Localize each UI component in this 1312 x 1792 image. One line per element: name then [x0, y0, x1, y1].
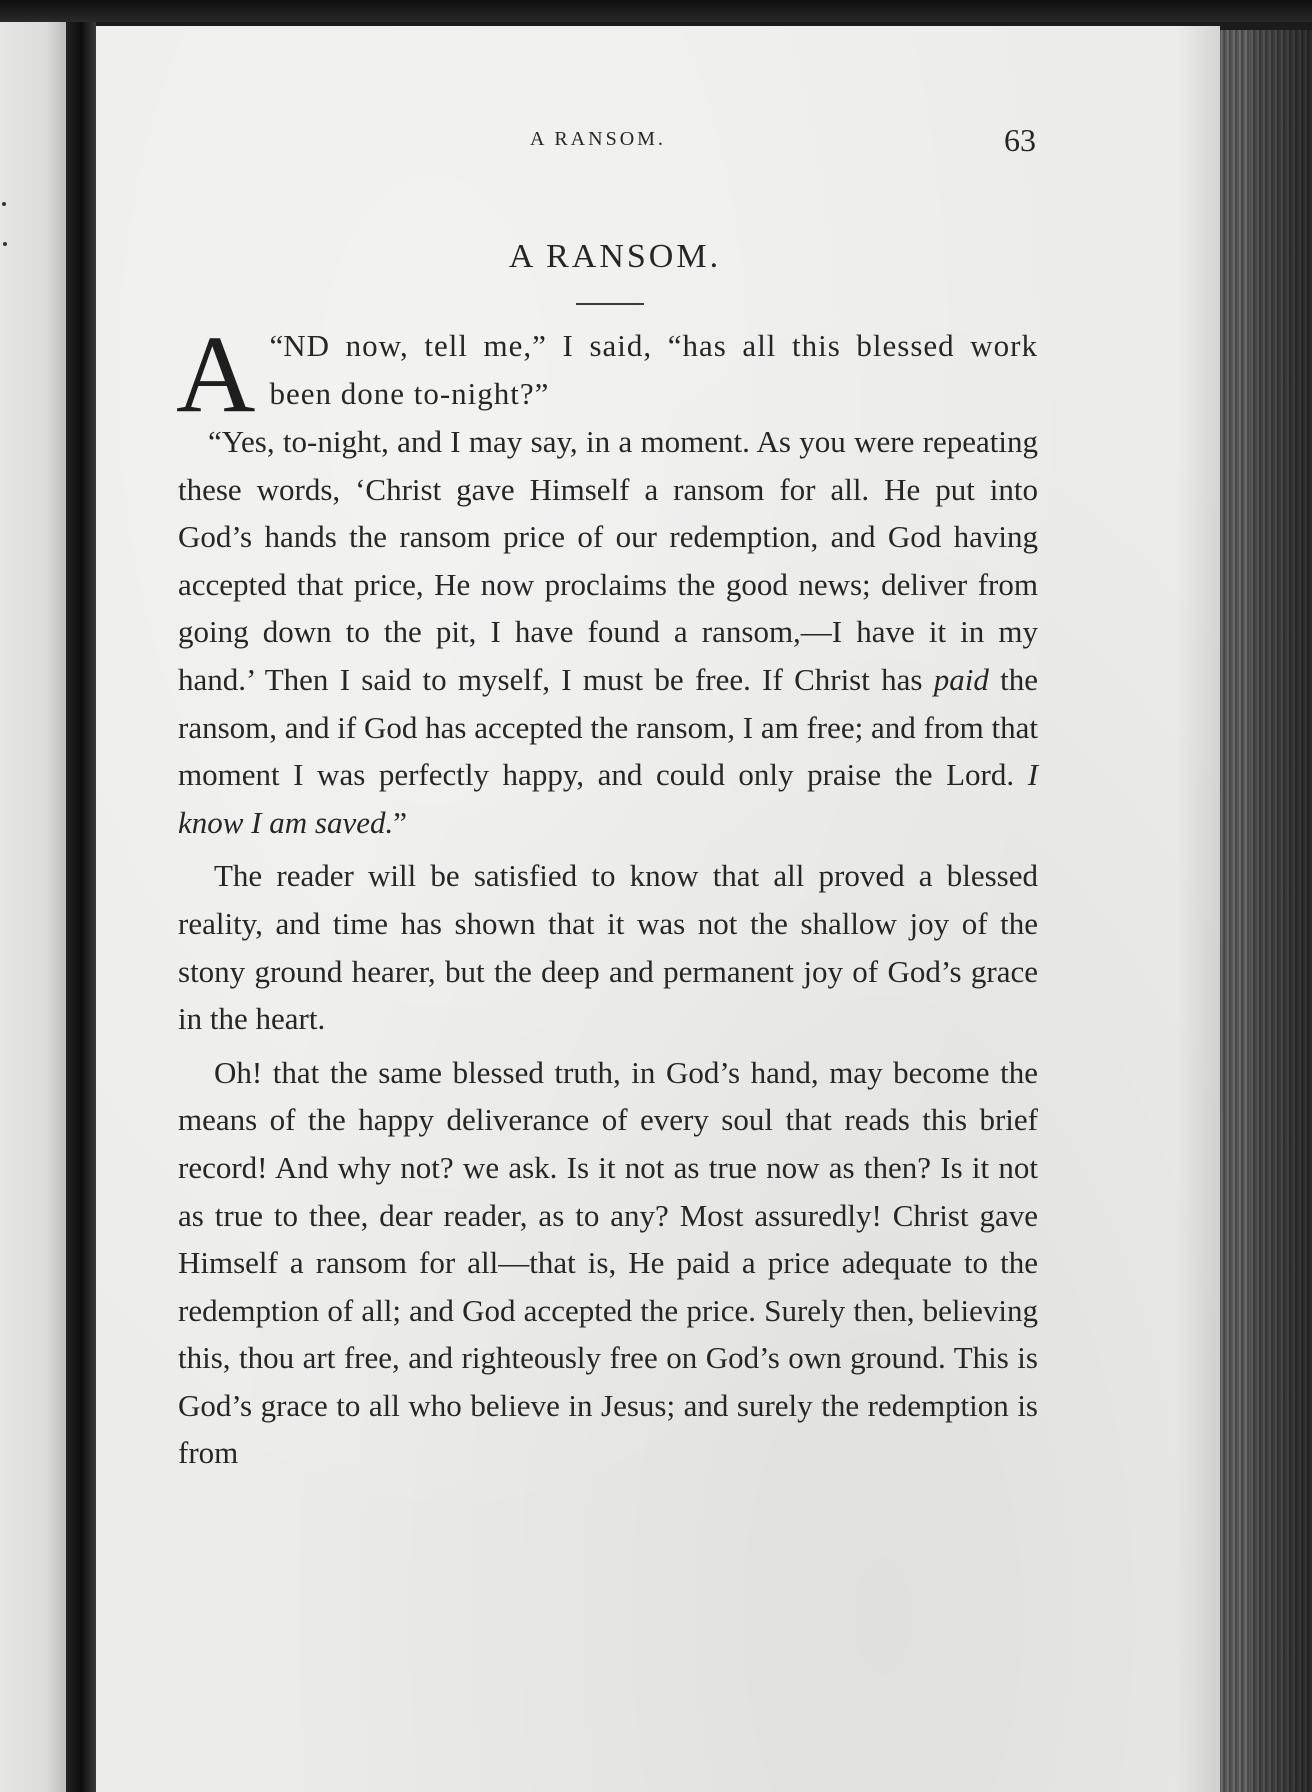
paragraph-4: Oh! that the same blessed truth, in God’s hand, may become the means of the happy deliverance of every soul that reads this brief record! And why not? we ask. Is it not as true now as then? Is it not as true to thee, dear reader, as to any? Most assuredly! Christ gave Himself a ransom for all—that is, He paid a price adequate to the redemption of all; and God accepted the price. Surely then, believing this, thou art free, and righteously free on God’s own ground. This is God’s grace to all who believe in Jesus; and surely the redemption is from [178, 1054, 1038, 1471]
ink-speck [3, 242, 7, 246]
fore-edge-shadow [1250, 30, 1312, 1792]
ink-speck [2, 202, 6, 206]
title-rule [576, 303, 644, 305]
italic-closing: I know I am saved. [178, 757, 1039, 840]
body-text [176, 313, 1039, 1477]
paragraph-2 [178, 418, 1038, 846]
running-head-title: A RANSOM. [530, 128, 666, 150]
paragraph-2-text-a: “Yes, to-night, and I may say, in a moment. As you were repeating these words, ‘Christ gave Himself a ransom for all. He put into God’s hands the ransom price of our redemption, and God having accepted that price, He now proclaims the good news; deliver from going down to the pit, I have found a ransom,—I have it in my hand.’ Then I said to myself, I must be free. If Christ has [178, 424, 1038, 697]
open-quote: “ [269, 328, 284, 363]
drop-cap: A [176, 313, 256, 435]
paragraph-2-text-b: the ransom, and if God has accepted the ransom, I am free; and from that moment I was perfectly happy, and could only praise the Lord. [178, 661, 1039, 793]
running-head [400, 122, 1070, 162]
paragraph-3: The reader will be satisfied to know that all proved a blessed reality, and time has shown that it was not the shallow joy of the stony ground hearer, but the deep and permanent joy of God’s grace in the heart. [178, 858, 1038, 1037]
page-number: 63 [1004, 122, 1036, 158]
top-shadow [0, 0, 1312, 22]
book-gutter [66, 22, 96, 1792]
italic-paid: paid [933, 661, 989, 697]
facing-page-edge [0, 22, 66, 1792]
paragraph-1 [176, 313, 1038, 435]
chapter-title: A RANSOM. [508, 238, 722, 275]
paragraph-1-text: ND now, tell me,” I said, “has all this blessed work been done to-night?” [269, 328, 1038, 411]
closing-quote: ” [393, 804, 407, 840]
page-shadow [1176, 26, 1220, 1792]
